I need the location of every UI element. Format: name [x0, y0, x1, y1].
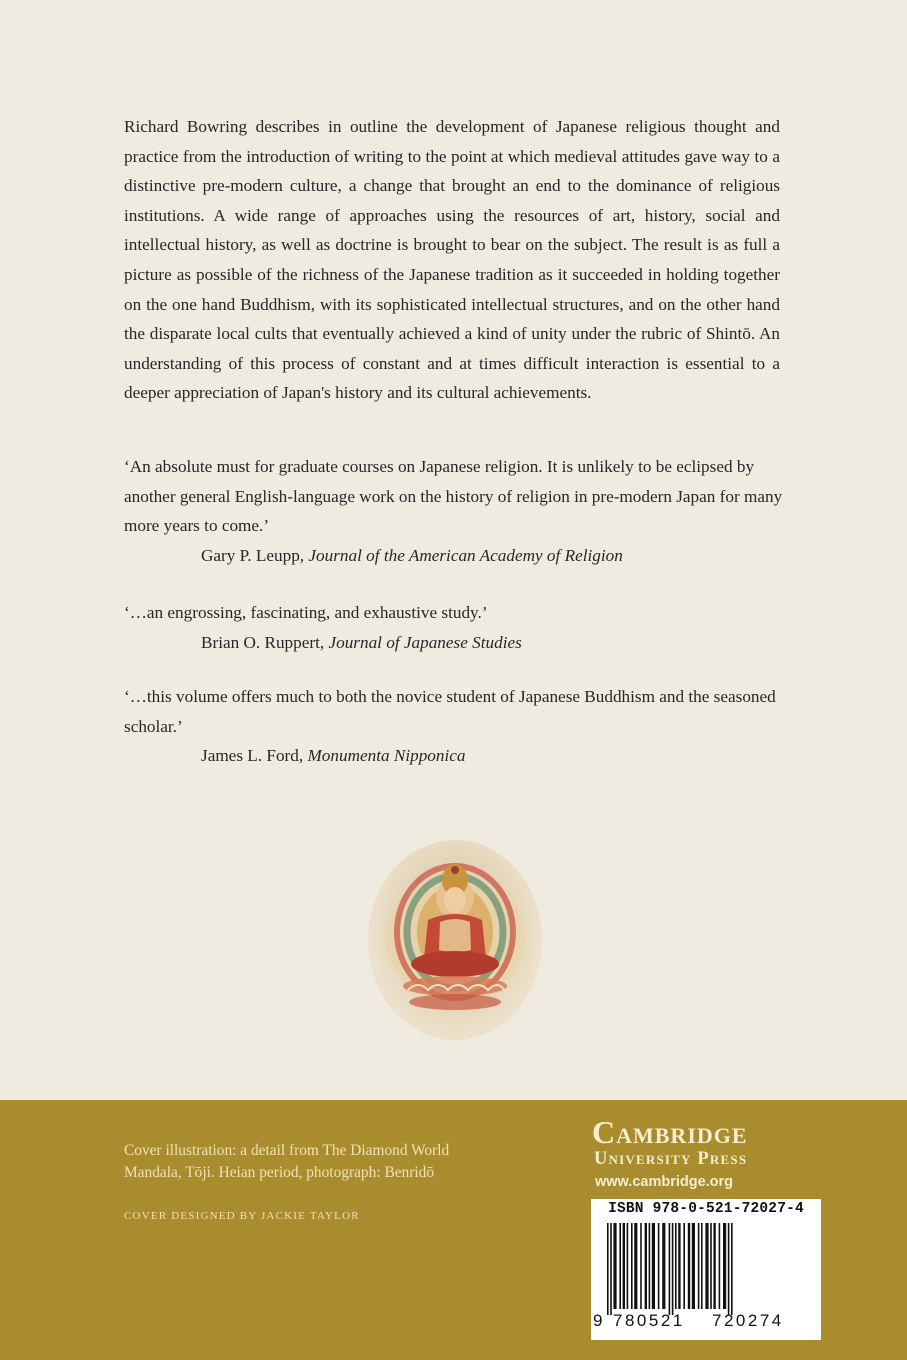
barcode-bar	[678, 1223, 680, 1309]
barcode-bar	[728, 1223, 730, 1315]
barcode-bars	[601, 1223, 811, 1315]
isbn-barcode	[591, 1199, 821, 1340]
barcode-bar	[675, 1223, 677, 1309]
barcode-bar	[692, 1223, 695, 1309]
review-text: ‘An absolute must for graduate courses on Japanese religion. It is unlikely to be eclipsed by another general English-language work on the history of religion in pre-modern Japan for many more years to come.’	[124, 457, 783, 536]
review-text: ‘…this volume offers much to both the novice student of Japanese Buddhism and the seasoned scholar.’	[124, 687, 776, 736]
barcode-bar	[640, 1223, 642, 1309]
review-text: ‘…an engrossing, fascinating, and exhaustive study.’	[124, 603, 488, 622]
review-quote	[124, 682, 784, 771]
barcode-bar	[688, 1223, 690, 1309]
barcode-bar	[613, 1223, 616, 1309]
mandala-illustration	[368, 840, 542, 1040]
credit-line-2: Mandala, Tōji. Heian period, photograph: Benridō	[124, 1164, 435, 1181]
barcode-bar	[731, 1223, 733, 1315]
credit-line-1: Cover illustration: a detail from The Diamond World	[124, 1142, 450, 1159]
review-quote	[124, 598, 784, 657]
isbn-label: ISBN 978-0-521-72027-4	[608, 1201, 804, 1217]
barcode-bar	[662, 1223, 665, 1309]
review-quote	[124, 452, 784, 570]
barcode-bar	[627, 1223, 629, 1309]
reviewer-name: James L. Ford,	[201, 746, 308, 766]
barcode-bar	[713, 1223, 715, 1309]
barcode-bar	[719, 1223, 721, 1309]
barcode-bar	[623, 1223, 625, 1309]
barcode-right-digits: 720274	[712, 1311, 784, 1330]
barcode-bar	[652, 1223, 655, 1309]
review-source: Journal of Japanese Studies	[328, 632, 522, 652]
barcode-bar	[710, 1223, 712, 1309]
barcode-bar	[698, 1223, 700, 1309]
barcode-bar	[610, 1223, 612, 1315]
review-attribution	[124, 541, 784, 571]
barcode-bar	[607, 1223, 609, 1315]
barcode-bar	[645, 1223, 647, 1309]
barcode-bar	[631, 1223, 633, 1309]
barcode-bar	[683, 1223, 685, 1309]
barcode-bar	[723, 1223, 726, 1309]
cover-designer-credit: COVER DESIGNED BY JACKIE TAYLOR	[124, 1210, 360, 1222]
reviewer-name: Gary P. Leupp,	[201, 545, 309, 565]
barcode-left-digits: 780521	[613, 1311, 685, 1330]
footer-band	[0, 1100, 907, 1360]
mandala-artwork	[368, 840, 542, 1040]
barcode-bar	[672, 1223, 674, 1315]
review-source: Journal of the American Academy of Religion	[308, 545, 623, 565]
book-description: Richard Bowring describes in outline the development of Japanese religious thought and practice from the introduction of writing to the point at which medieval attitudes gave way to a distinctive pre-modern culture, a change that brought an end to the dominance of religious institutions. A wide range of approaches using the resources of art, history, social and intellectual history, as well as doctrine is brought to bear on the subject. The result is as full a picture as possible of the richness of the Japanese tradition as it succeeded in holding together on the one hand Buddhism, with its sophisticated intellectual structures, and on the other hand the disparate local cults that eventually achieved a kind of unity under the rubric of Shintō. An understanding of this process of constant and at times difficult interaction is essential to a deeper appreciation of Japan's history and its cultural achievements.	[124, 117, 780, 403]
barcode-bar	[634, 1223, 637, 1309]
barcode-bar	[649, 1223, 651, 1309]
barcode-lead-digit: 9	[593, 1311, 603, 1330]
barcode-bar	[705, 1223, 708, 1309]
barcode-bar	[619, 1223, 621, 1309]
reviewer-name: Brian O. Ruppert,	[201, 632, 329, 652]
review-attribution	[124, 741, 784, 771]
review-source: Monumenta Nipponica	[307, 746, 466, 766]
publisher-name: Cambridge	[592, 1114, 748, 1150]
cover-illustration-credit	[124, 1140, 504, 1184]
review-attribution	[124, 628, 784, 658]
publisher-url: www.cambridge.org	[595, 1174, 734, 1190]
publisher-subtitle: University Press	[594, 1149, 748, 1169]
barcode-bar	[669, 1223, 671, 1315]
barcode-bar	[701, 1223, 703, 1309]
barcode-bar	[658, 1223, 660, 1309]
